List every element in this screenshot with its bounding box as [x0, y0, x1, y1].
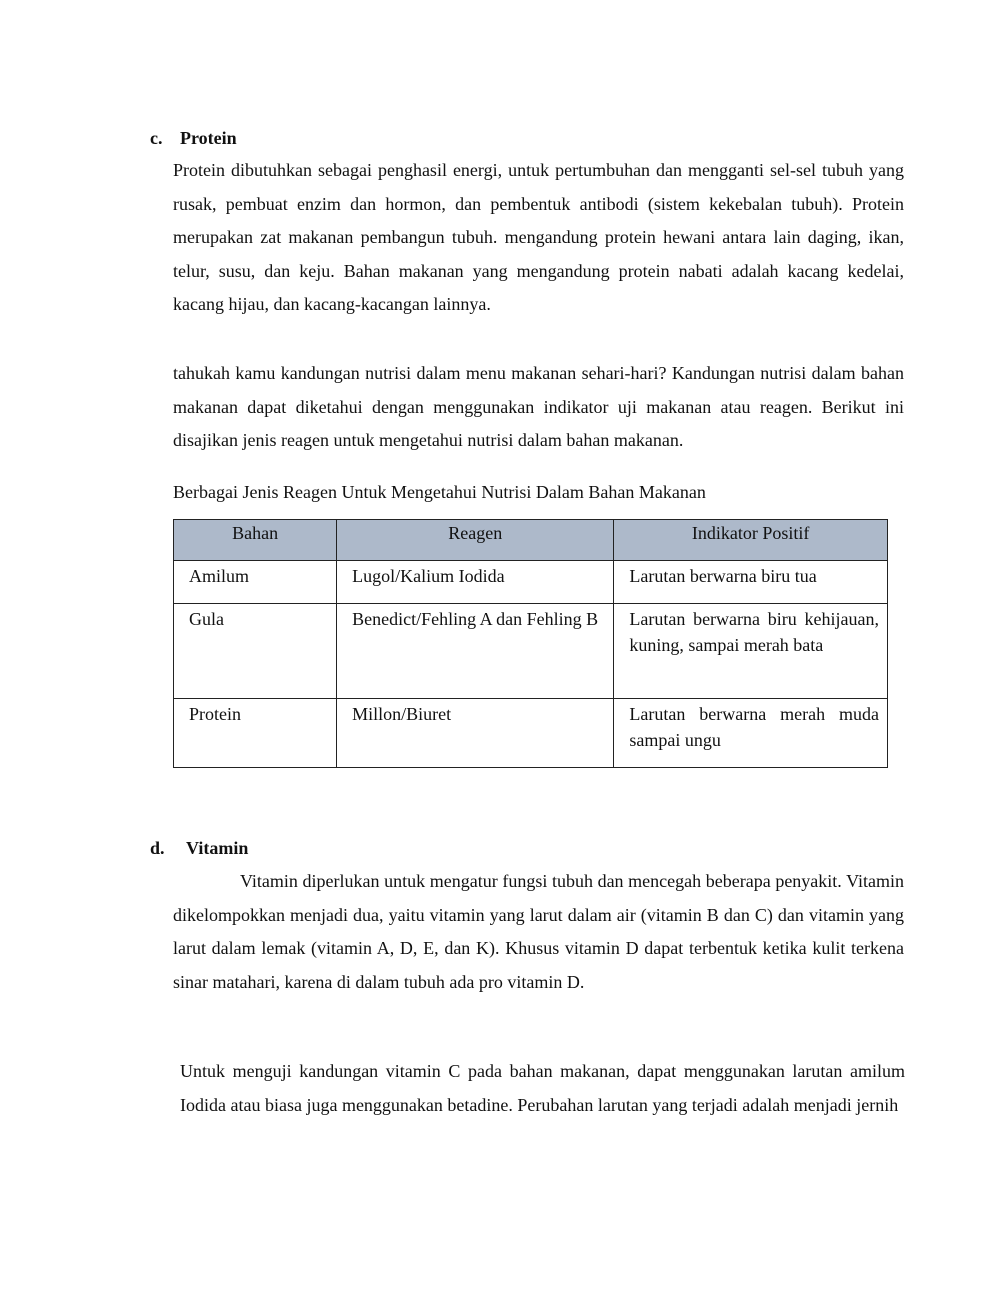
table-caption: Berbagai Jenis Reagen Untuk Mengetahui Nutrisi Dalam Bahan Makanan: [173, 482, 706, 502]
section-c-paragraph: Protein dibutuhkan sebagai penghasil energi, untuk pertumbuhan dan mengganti sel-sel tubuh yang rusak, pembuat enzim dan hormon, dan pembentuk antibodi (sistem kekebalan tubuh). Protein merupakan zat makanan pembangun tubuh. mengandung protein hewani antara lain daging, ikan, telur, susu, dan keju. Bahan makanan yang mengandung protein nabati adalah kacang kedelai, kacang hijau, dan kacang-kacangan lainnya.: [173, 160, 904, 315]
section-d-heading: [150, 838, 248, 858]
section-c-letter: c.: [150, 128, 163, 148]
table-header-row: [174, 520, 888, 561]
reagent-table: [173, 519, 888, 768]
intro-paragraph: tahukah kamu kandungan nutrisi dalam menu makanan sehari-hari? Kandungan nutrisi dalam bahan makanan dapat diketahui dengan menggunakan indikator uji makanan atau reagen. Berikut ini disajikan jenis reagen untuk mengetahui nutrisi dalam bahan makanan.: [173, 363, 904, 451]
cell-reagen: Millon/Biuret: [337, 699, 614, 768]
cell-reagen: Benedict/Fehling A dan Fehling B: [337, 604, 614, 699]
section-d-paragraph: Vitamin diperlukan untuk mengatur fungsi tubuh dan mencegah beberapa penyakit. Vitamin dikelompokkan menjadi dua, yaitu vitamin yang larut dalam air (vitamin B dan C) dan vitamin yang larut dalam lemak (vitamin A, D, E, dan K). Khusus vitamin D dapat terbentuk ketika kulit terkena sinar matahari, karena di dalam tubuh ada pro vitamin D.: [173, 871, 904, 992]
cell-indikator: Larutan berwarna biru kehijauan, kuning, sampai merah bata: [614, 604, 888, 699]
cell-reagen: Lugol/Kalium Iodida: [337, 561, 614, 604]
cell-bahan: Amilum: [174, 561, 337, 604]
table-row: [174, 604, 888, 699]
table-row: [174, 699, 888, 768]
cell-indikator: Larutan berwarna biru tua: [614, 561, 888, 604]
header-bahan: Bahan: [174, 520, 337, 561]
section-c-heading: [150, 128, 237, 148]
section-c-title: Protein: [180, 128, 237, 148]
header-indikator: Indikator Positif: [614, 520, 888, 561]
header-reagen: Reagen: [337, 520, 614, 561]
section-d-title: Vitamin: [186, 838, 249, 858]
cell-bahan: Protein: [174, 699, 337, 768]
section-d-letter: d.: [150, 838, 165, 858]
cell-indikator: Larutan berwarna merah muda sampai ungu: [614, 699, 888, 768]
table-row: [174, 561, 888, 604]
closing-paragraph: Untuk menguji kandungan vitamin C pada bahan makanan, dapat menggunakan larutan amilum Iodida atau biasa juga menggunakan betadine. Perubahan larutan yang terjadi adalah menjadi jernih: [180, 1061, 905, 1115]
cell-bahan: Gula: [174, 604, 337, 699]
